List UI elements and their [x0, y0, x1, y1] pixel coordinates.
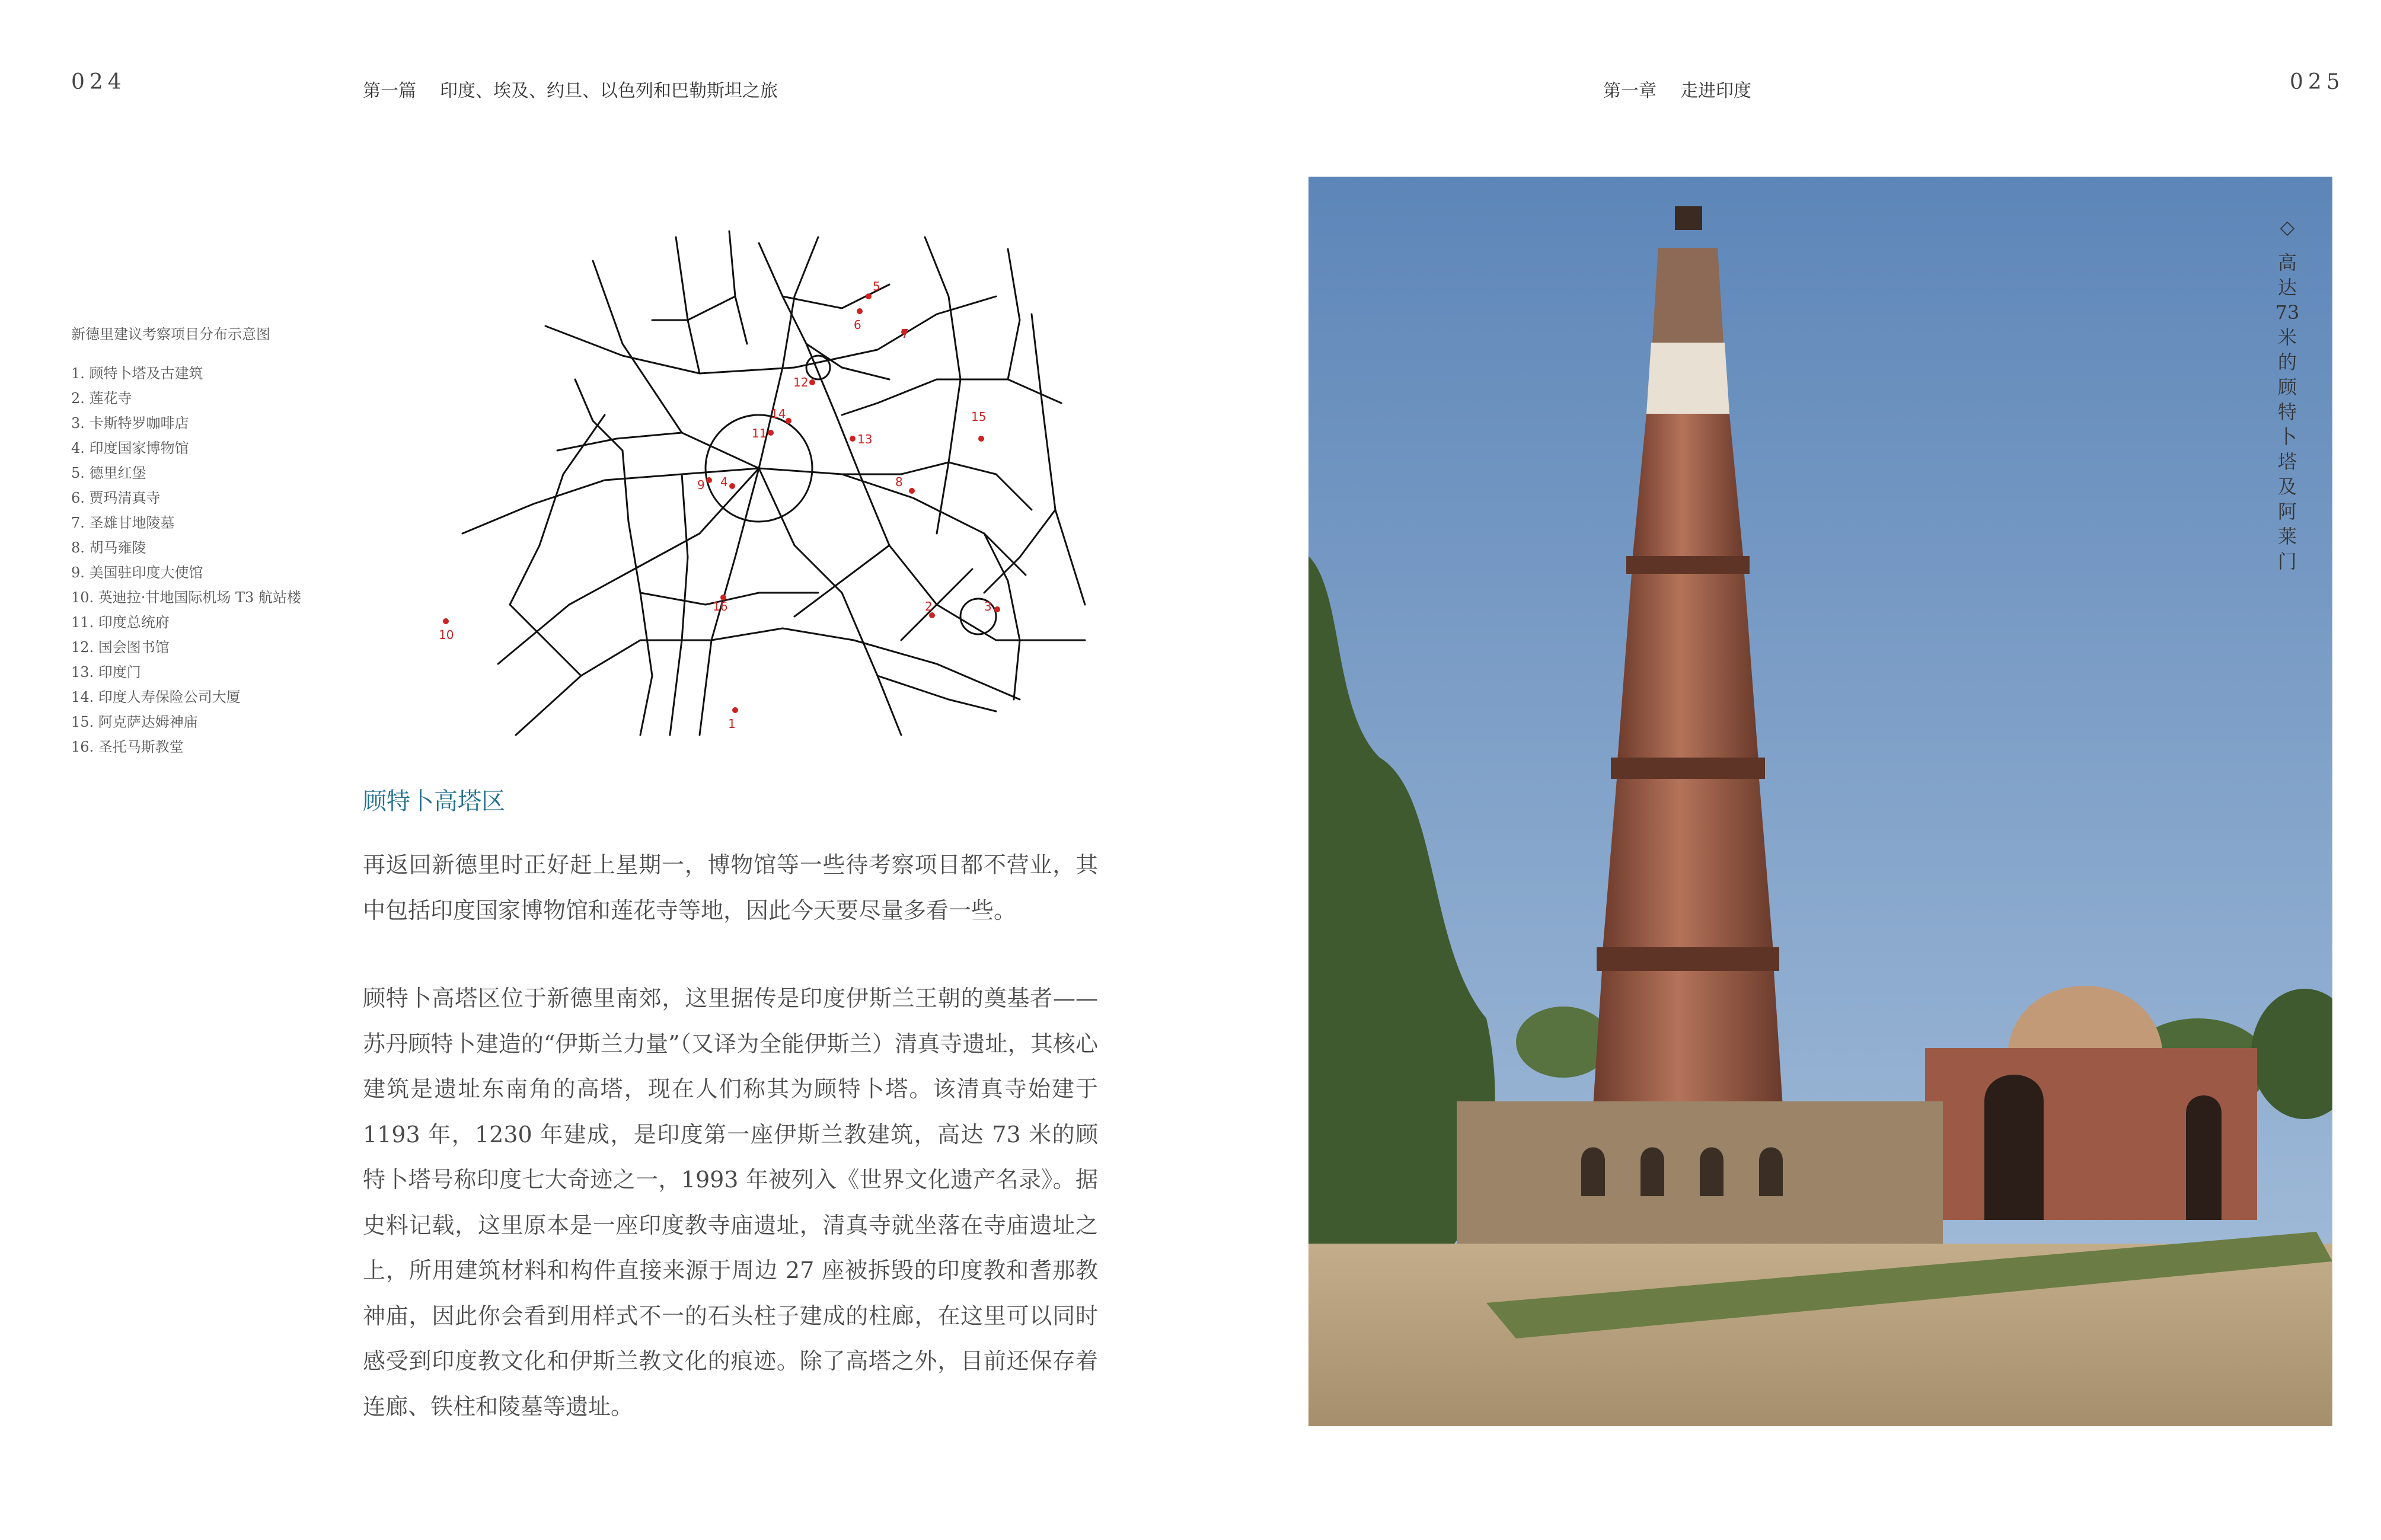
site-marker-label: 5	[873, 279, 880, 293]
site-marker-label: 7	[901, 327, 909, 341]
legend-item: 4. 印度国家博物馆	[71, 440, 189, 456]
site-marker-dot	[909, 488, 915, 494]
north-roundabout	[806, 356, 830, 379]
section-heading: 顾特卜高塔区	[363, 788, 505, 815]
site-marker-label: 12	[793, 375, 809, 389]
site-marker-label: 8	[895, 475, 903, 489]
site-marker-dot	[732, 707, 738, 713]
legend-item: 14. 印度人寿保险公司大厦	[71, 689, 241, 705]
site-marker-dot	[786, 418, 791, 424]
site-marker-dot	[857, 308, 863, 314]
right-running-head-title: 走进印度	[1680, 81, 1751, 101]
site-marker-dot	[994, 606, 1000, 612]
new-delhi-road-map	[427, 225, 1109, 759]
legend-item: 11. 印度总统府	[71, 614, 170, 631]
legend-item: 12. 国会图书馆	[71, 639, 170, 656]
site-marker-dot	[706, 477, 712, 483]
right-running-head-section: 第一章	[1603, 81, 1657, 101]
site-marker-dot	[809, 379, 815, 385]
legend-item: 5. 德里红堡	[71, 465, 146, 481]
legend-item: 2. 莲花寺	[71, 390, 132, 407]
site-marker-label: 1	[728, 717, 736, 731]
stone-wall	[1457, 1101, 1943, 1244]
photo-caption	[2274, 215, 2300, 574]
right-page-number: 025	[2290, 70, 2345, 94]
site-marker-dot	[866, 293, 872, 299]
caption-marker-icon: ◇	[2280, 216, 2295, 238]
legend-item: 13. 印度门	[71, 664, 141, 680]
site-marker-label: 2	[925, 599, 933, 614]
body-paragraph-2: 顾特卜高塔区位于新德里南郊，这里据传是印度伊斯兰王朝的奠基者——苏丹顾特卜建造的“伊斯兰力量”（又译为全能伊斯兰）清真寺遗址，其核心建筑是遗址东南角的高塔，现在人们称其为顾特卜塔。该清真寺始建于 1193 年，1230 年建成，是印度第一座伊斯兰教建筑，高达 73 米的顾特卜塔号称印度七大奇迹之一，1993 年被列入《世界文化遗产名录》。据史料记载，这里原本是一座印度教寺庙遗址，清真寺就坐落在寺庙遗址之上，所用建筑材料和构件直接来源于周边 27 座被拆毁的印度教和耆那教神庙，因此你会看到用样式不一的石头柱子建成的柱廊，在这里可以同时感受到印度教文化和伊斯兰教文化的痕迹。除了高塔之外，目前还保存着连廊、铁柱和陵墓等遗址。	[363, 985, 1098, 1420]
site-marker-dot	[850, 436, 856, 442]
site-marker-label: 9	[697, 478, 705, 492]
left-running-head-section: 第一篇	[363, 81, 416, 101]
site-marker-dot	[729, 483, 735, 489]
site-marker-label: 10	[439, 628, 454, 642]
site-marker-dot	[768, 430, 774, 436]
legend-item: 8. 胡马雍陵	[71, 539, 146, 556]
body-paragraph-1: 再返回新德里时正好赶上星期一，博物馆等一些待考察项目都不营业，其中包括印度国家博物馆和莲花寺等地，因此今天要尽量多看一些。	[363, 852, 1098, 924]
site-marker-label: 11	[752, 426, 767, 440]
legend-item: 10. 英迪拉·甘地国际机场 T3 航站楼	[71, 589, 301, 606]
site-marker-label: 15	[971, 410, 987, 424]
ring-roads	[706, 356, 996, 634]
left-page-number: 024	[71, 70, 126, 94]
road-network	[462, 231, 1085, 735]
site-marker-label: 16	[713, 599, 728, 614]
site-marker-label: 13	[857, 432, 873, 446]
map-legend-title: 新德里建议考察项目分布示意图	[71, 326, 270, 343]
legend-item: 15. 阿克萨达姆神庙	[71, 714, 198, 730]
legend-item: 16. 圣托马斯教堂	[71, 739, 184, 755]
left-running-head	[363, 76, 778, 102]
site-marker-label: 14	[771, 407, 786, 421]
site-marker-label: 6	[854, 318, 861, 332]
site-marker-dot	[443, 618, 449, 624]
site-marker-label: 4	[720, 475, 728, 489]
site-marker-label: 3	[984, 599, 992, 614]
map-legend-list	[71, 361, 379, 759]
legend-item: 6. 贾玛清真寺	[71, 490, 161, 506]
legend-item: 7. 圣雄甘地陵墓	[71, 515, 175, 531]
qutub-minar-photo	[1308, 177, 2332, 1426]
right-running-head	[1603, 76, 1751, 102]
legend-item: 1. 顾特卜塔及古建筑	[71, 365, 203, 382]
site-marker-dot	[978, 436, 984, 442]
legend-item: 3. 卡斯特罗咖啡店	[71, 415, 189, 432]
left-running-head-title: 印度、埃及、约旦、以色列和巴勒斯坦之旅	[440, 81, 778, 101]
map-legend	[71, 322, 379, 759]
photo-caption-text: 高 达 73 米 的 顾 特 卜 塔 及 阿 莱 门	[2275, 251, 2300, 573]
legend-item: 9. 美国驻印度大使馆	[71, 564, 203, 581]
